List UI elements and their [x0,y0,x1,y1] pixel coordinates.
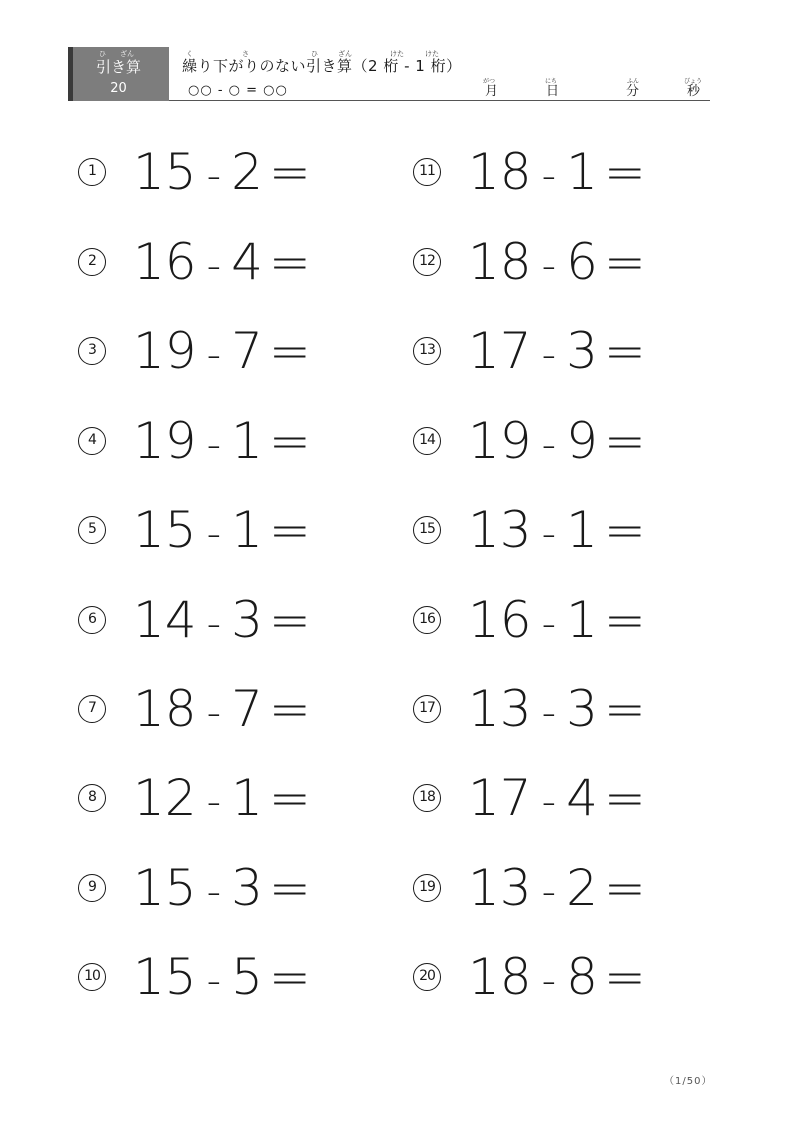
problem-number: 4 [78,427,106,455]
problem-expression [133,142,311,202]
problem-number: 8 [78,784,106,812]
problem-number: 20 [413,963,441,991]
minuend: 17 [468,769,532,827]
equals-sign: = [268,322,311,380]
worksheet-title: 繰り下がりのない引き算（2 桁 - 1 桁） [182,57,462,75]
equals-sign: = [268,412,311,470]
minus-sign: - [206,422,222,468]
minus-sign: - [541,243,557,289]
problem-expression [133,500,311,560]
equals-sign: = [603,680,646,738]
page-counter: （1/50） [664,1076,713,1087]
problem-number: 16 [413,606,441,634]
minus-sign: - [206,601,222,647]
badge-ruby-zan: ざん [120,50,134,58]
equals-sign: = [268,769,311,827]
problem-number: 9 [78,874,106,902]
problem-expression [133,232,311,292]
minuend: 17 [468,322,532,380]
problem-number: 2 [78,248,106,276]
subtrahend: 2 [231,143,263,201]
problem-expression [133,411,311,471]
equals-sign: = [268,859,311,917]
minuend: 19 [468,412,532,470]
title-ruby-sa: さ [242,50,249,58]
minus-sign: - [206,332,222,378]
minuend: 13 [468,859,532,917]
title-ruby-keta-2: けた [425,50,439,58]
minuend: 19 [133,322,197,380]
equals-sign: = [603,501,646,559]
subtrahend: 1 [566,591,598,649]
equals-sign: = [603,769,646,827]
minus-sign: - [206,869,222,915]
minus-sign: - [541,958,557,1004]
problem-number: 6 [78,606,106,634]
problem-expression [133,679,311,739]
subtrahend: 1 [566,501,598,559]
problem-expression [133,947,311,1007]
problem-number: 19 [413,874,441,902]
subtrahend: 3 [566,680,598,738]
minuend: 18 [133,680,197,738]
problem-expression [468,947,646,1007]
subtrahend: 7 [231,322,263,380]
month-field: 月 [485,84,499,99]
badge-title: 引き算 [95,58,141,76]
title-ruby-keta-1: けた [390,50,404,58]
minuend: 15 [133,501,197,559]
minus-sign: - [206,958,222,1004]
equals-sign: = [603,143,646,201]
problem-expression [468,590,646,650]
subtrahend: 3 [231,859,263,917]
problem-number: 11 [413,158,441,186]
equals-sign: = [603,412,646,470]
month-ruby: がつ [483,78,496,85]
worksheet-number: 20 [110,81,127,96]
equals-sign: = [603,591,646,649]
subtrahend: 9 [566,412,598,470]
day-ruby: にち [545,78,558,85]
subtrahend: 6 [566,233,598,291]
equals-sign: = [268,143,311,201]
equals-sign: = [268,501,311,559]
minuend: 18 [468,143,532,201]
minute-field: 分 [626,84,640,99]
minus-sign: - [206,511,222,557]
minuend: 15 [133,948,197,1006]
subtrahend: 7 [231,680,263,738]
problem-expression [468,500,646,560]
problem-expression [133,858,311,918]
title-ruby-hi: ひ [311,50,318,58]
equals-sign: = [603,859,646,917]
equals-sign: = [603,233,646,291]
equals-sign: = [268,233,311,291]
subtrahend: 1 [231,412,263,470]
problem-number: 13 [413,337,441,365]
subtrahend: 4 [566,769,598,827]
subtrahend: 1 [231,501,263,559]
subtrahend: 1 [566,143,598,201]
title-ruby-zan: ざん [338,50,352,58]
equals-sign: = [268,680,311,738]
equals-sign: = [268,948,311,1006]
minus-sign: - [541,332,557,378]
problem-expression [468,321,646,381]
problem-expression [468,768,646,828]
minuend: 13 [468,501,532,559]
minuend: 15 [133,859,197,917]
problem-expression [468,858,646,918]
subtrahend: 5 [231,948,263,1006]
minuend: 18 [468,948,532,1006]
worksheet-category-badge [68,47,169,101]
minus-sign: - [541,601,557,647]
minuend: 19 [133,412,197,470]
minus-sign: - [541,690,557,736]
minus-sign: - [206,779,222,825]
problem-number: 12 [413,248,441,276]
problem-expression [133,590,311,650]
problem-number: 5 [78,516,106,544]
problem-expression [468,142,646,202]
subtrahend: 3 [566,322,598,380]
problem-number: 15 [413,516,441,544]
minus-sign: - [541,422,557,468]
problem-number: 17 [413,695,441,723]
minuend: 16 [133,233,197,291]
minus-sign: - [206,243,222,289]
minuend: 18 [468,233,532,291]
equals-sign: = [603,322,646,380]
subtrahend: 1 [231,769,263,827]
day-field: 日 [546,84,560,99]
problem-number: 10 [78,963,106,991]
minus-sign: - [206,690,222,736]
minuend: 12 [133,769,197,827]
minus-sign: - [206,153,222,199]
subtrahend: 3 [231,591,263,649]
problem-expression [133,321,311,381]
problem-expression [468,232,646,292]
header-rule [169,100,710,101]
minuend: 15 [133,143,197,201]
problem-expression [468,679,646,739]
equals-sign: = [268,591,311,649]
problem-number: 18 [413,784,441,812]
minus-sign: - [541,869,557,915]
minute-ruby: ふん [627,78,640,85]
minus-sign: - [541,511,557,557]
second-ruby: びょう [684,78,703,85]
problem-number: 7 [78,695,106,723]
subtrahend: 8 [566,948,598,1006]
minuend: 14 [133,591,197,649]
problem-number: 14 [413,427,441,455]
subtrahend: 4 [231,233,263,291]
equals-sign: = [603,948,646,1006]
minus-sign: - [541,153,557,199]
problem-number: 1 [78,158,106,186]
worksheet-pattern: ○○ - ○ = ○○ [188,83,288,98]
subtrahend: 2 [566,859,598,917]
minuend: 16 [468,591,532,649]
second-field: 秒 [687,84,701,99]
minuend: 13 [468,680,532,738]
problem-expression [468,411,646,471]
badge-ruby-hi: ひ [99,50,106,58]
problem-number: 3 [78,337,106,365]
minus-sign: - [541,779,557,825]
title-ruby-ku: く [186,50,193,58]
problem-expression [133,768,311,828]
